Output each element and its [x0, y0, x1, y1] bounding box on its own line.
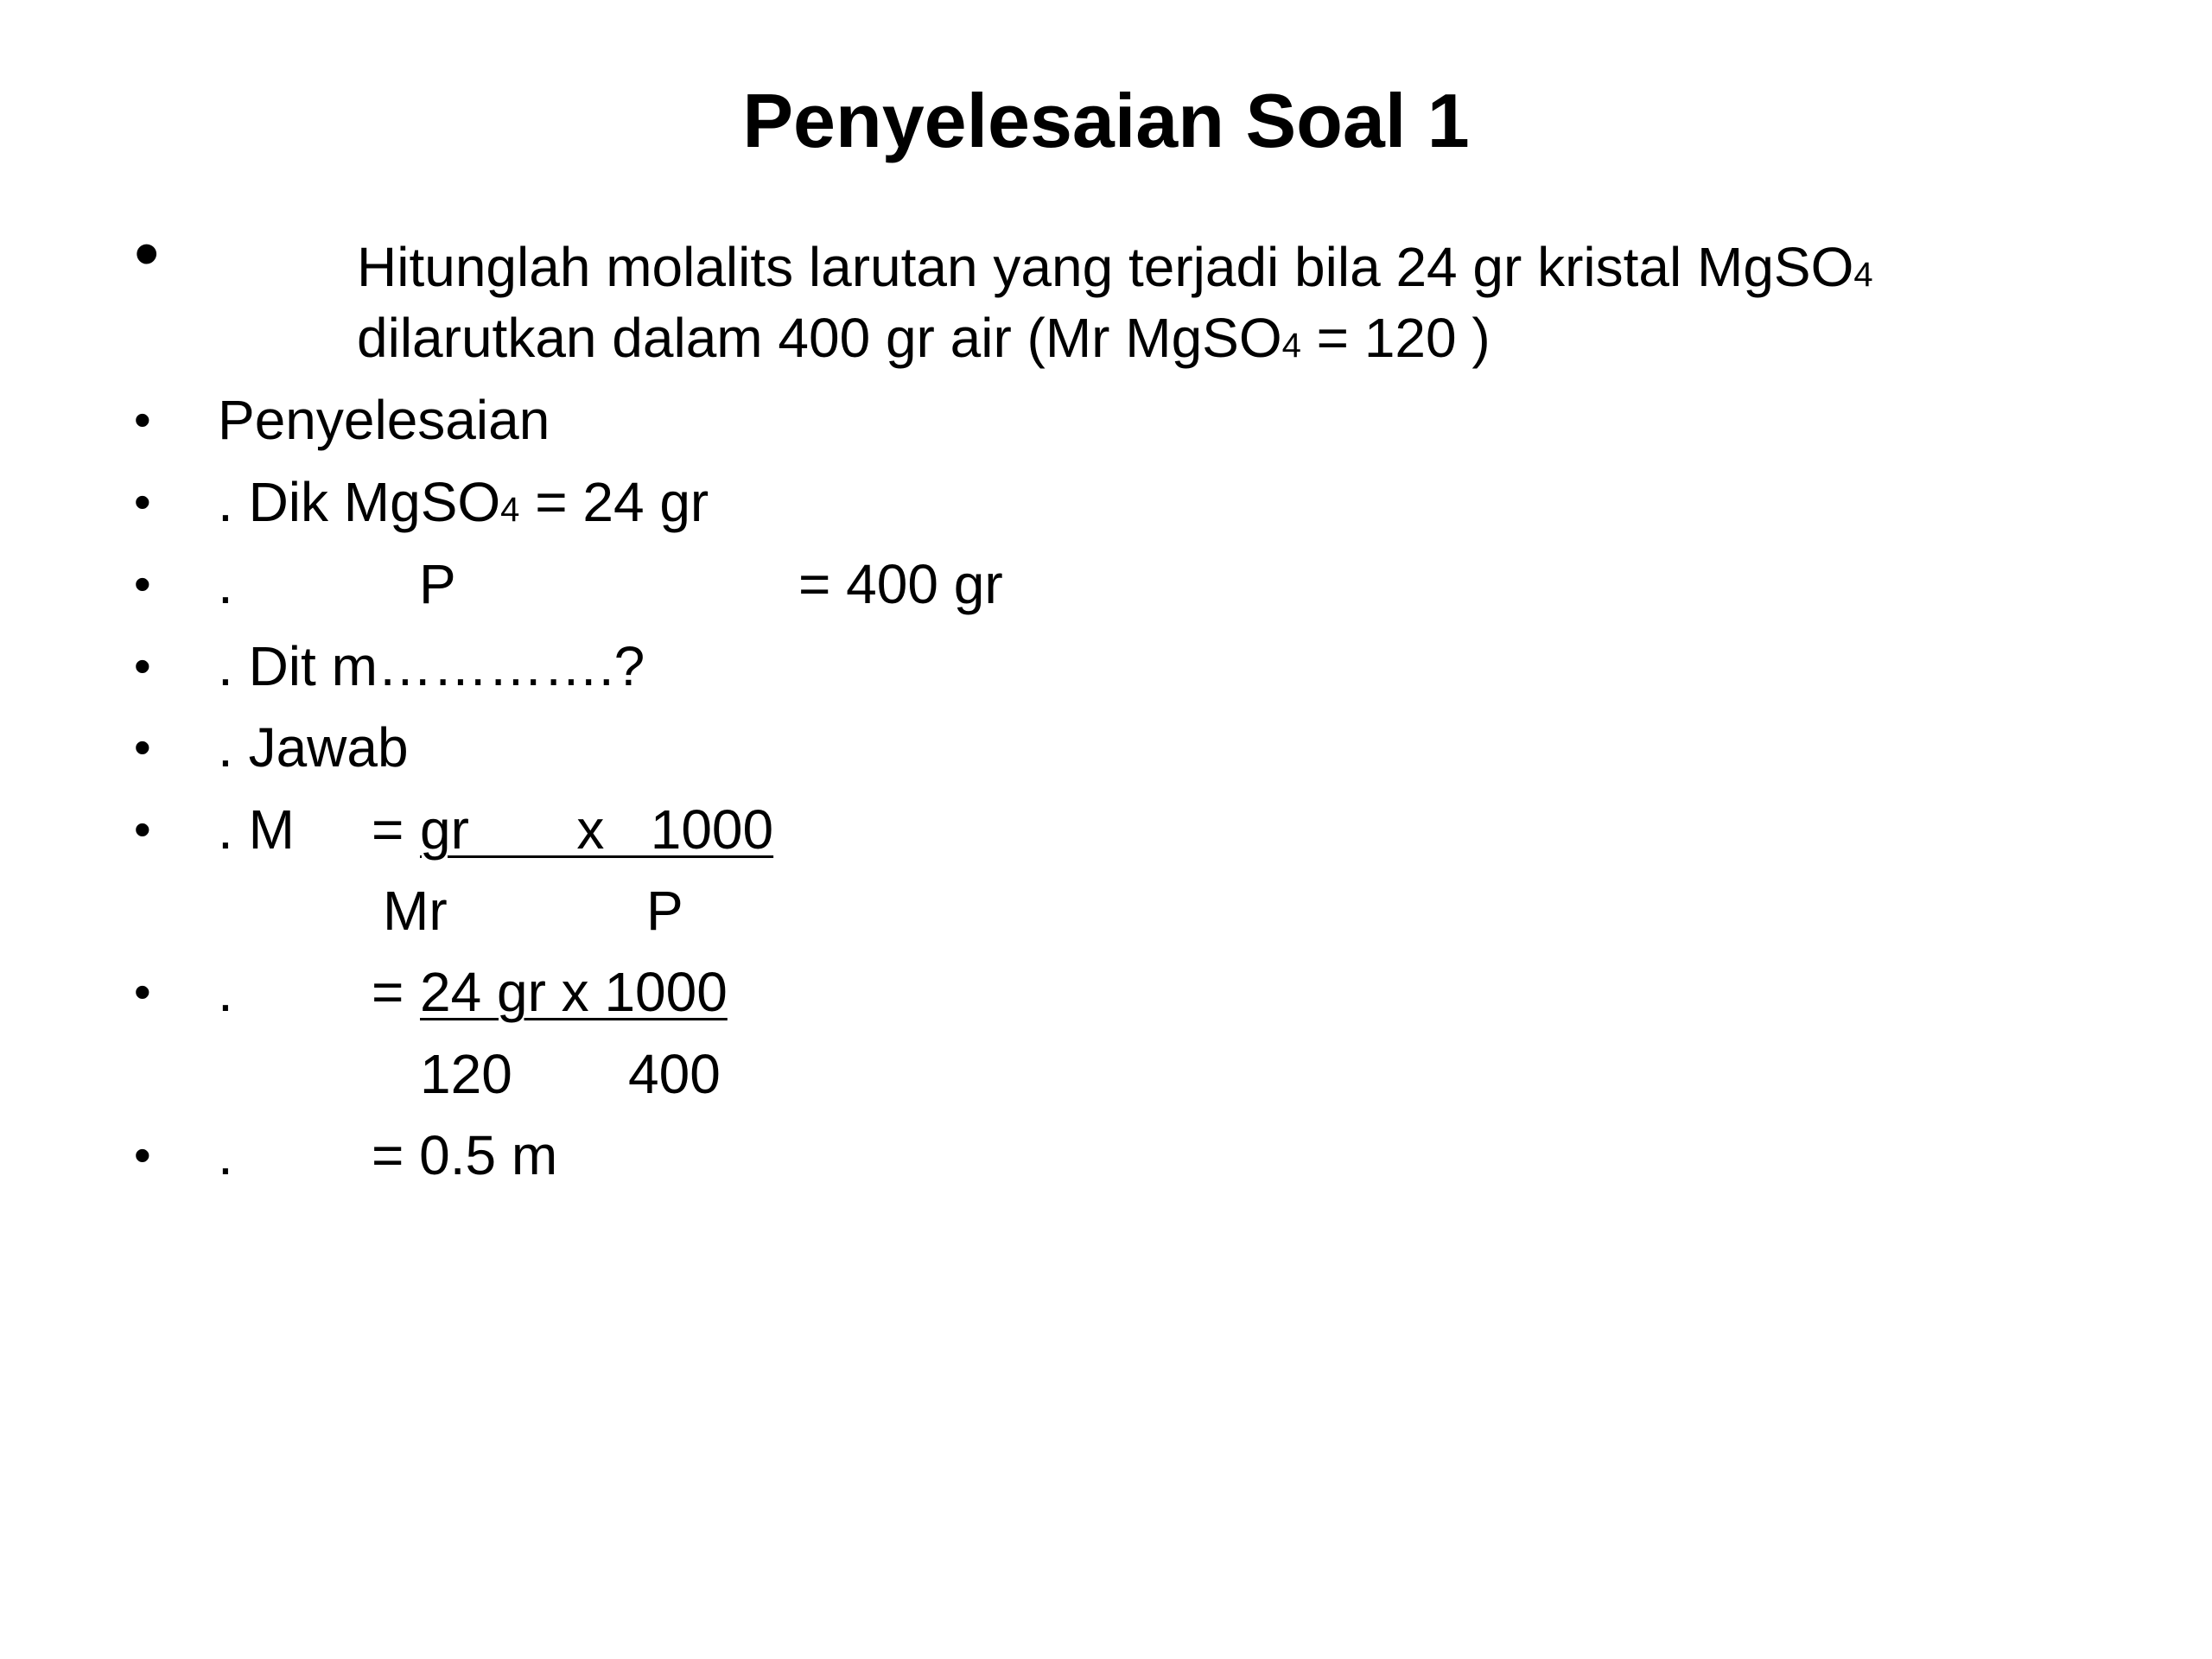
bullet-result: •	[134, 1128, 151, 1182]
bullet-dit: •	[134, 639, 151, 693]
m-equals: =	[372, 798, 404, 861]
question-line-1-subscript: 4	[1853, 256, 1873, 294]
question-line-2-tail: = 120 )	[1300, 307, 1491, 369]
m-numerator: gr x 1000	[420, 798, 774, 861]
question-line-2	[357, 305, 1491, 378]
result-dot: .	[218, 1124, 233, 1186]
question-line-2-text: dilarutkan dalam 400 gr air (Mr MgSO	[357, 307, 1282, 369]
calc-denominator-400: 400	[628, 1043, 721, 1105]
calc-denominator-120: 120	[420, 1043, 512, 1105]
p-label: P	[419, 553, 456, 615]
bullet-dik: •	[134, 474, 151, 529]
step-jawab: . Jawab	[218, 716, 409, 779]
step-dik	[218, 469, 709, 543]
bullet-penyelesaian: •	[134, 392, 151, 447]
bullet-m-formula: •	[134, 802, 151, 856]
p-value: = 400 gr	[798, 553, 1003, 615]
bullet-calculation: •	[134, 964, 151, 1019]
slide-title: Penyelesaian Soal 1	[742, 78, 1470, 163]
m-label: . M	[218, 798, 295, 861]
question-line-2-subscript: 4	[1281, 327, 1301, 365]
bullet-p: •	[134, 556, 151, 611]
result-value: = 0.5 m	[372, 1124, 558, 1186]
m-denominator-p: P	[646, 880, 683, 942]
calc-equals: =	[372, 961, 404, 1023]
step-dit: . Dit m………….?	[218, 635, 645, 697]
step-penyelesaian: Penyelesaian	[218, 389, 550, 451]
dik-label: . Dik MgSO	[218, 471, 501, 533]
question-line-1-text: Hitunglah molalits larutan yang terjadi bila 24 gr kristal MgSO	[357, 236, 1854, 298]
bullet-question: •	[134, 213, 160, 294]
bullet-jawab: •	[134, 720, 151, 774]
dik-value: = 24 gr	[519, 471, 709, 533]
calc-numerator: 24 gr x 1000	[420, 961, 728, 1023]
p-dot: .	[218, 553, 233, 615]
question-line-1	[357, 234, 1873, 308]
dik-subscript: 4	[500, 491, 520, 529]
calc-dot: .	[218, 961, 233, 1023]
m-denominator-mr: Mr	[383, 880, 448, 942]
